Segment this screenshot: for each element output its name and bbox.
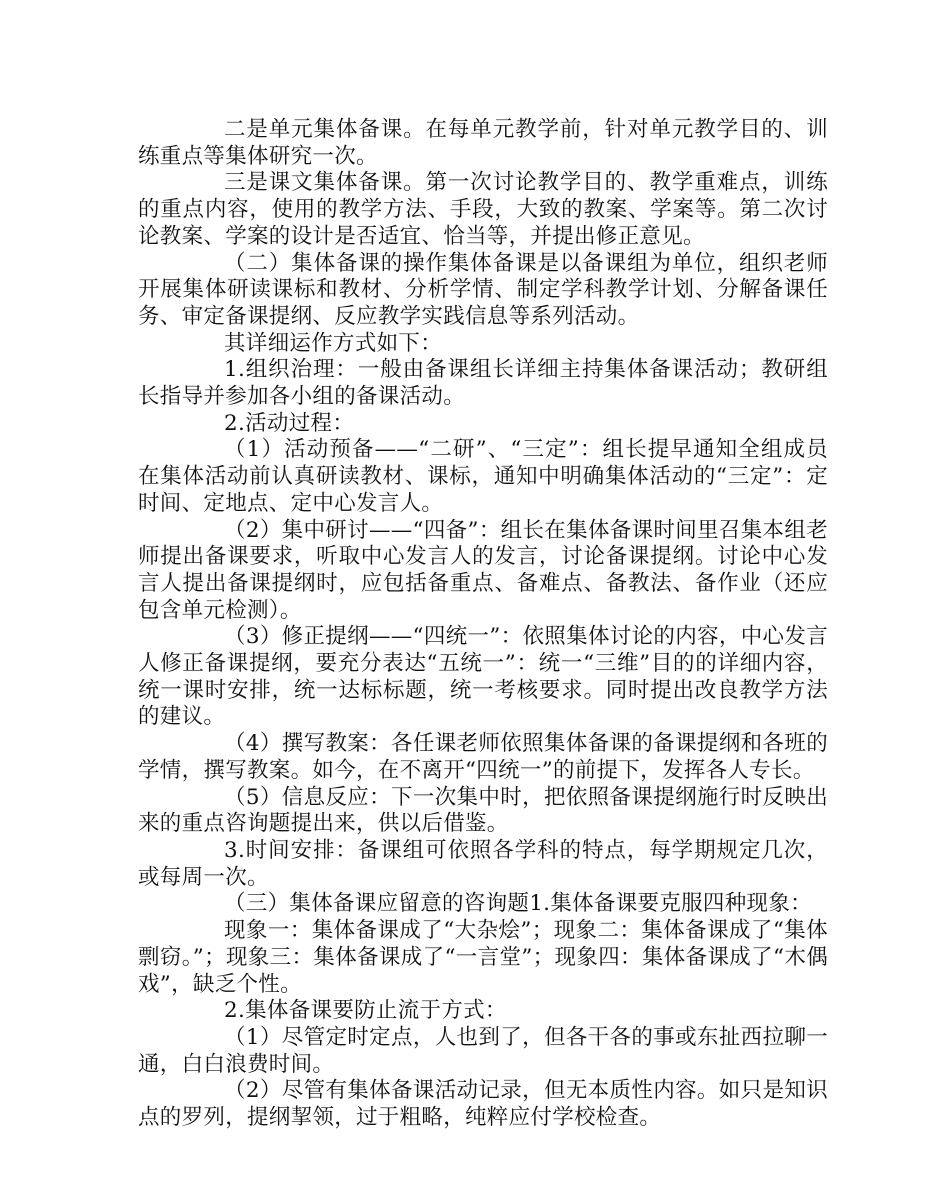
paragraph-process-heading: 2.活动过程：: [224, 410, 355, 436]
paragraph-step-1: （1）活动预备——“二研”、“三定”：组长提早通知全组成员在集体活动前认真研读教材、课标，通知中明确集体活动的“三定”：定时间、定地点、定中心发言人。: [138, 437, 828, 516]
paragraph-section-two-heading: （二）集体备课的操作集体备课是以备课组为单位，组织老师开展集体研读课标和教材、分析学情、制定学科教学计划、分解备课任务、审定备课提纲、反应教学实践信息等系列活动。: [138, 250, 828, 329]
paragraph-formalism-2: （2）尽管有集体备课活动记录，但无本质性内容。如只是知识点的罗列，提纲挈领，过于粗略，纯粹应付学校检查。: [138, 1078, 828, 1131]
document-body: [138, 117, 828, 1132]
paragraph-section-three-heading: （三）集体备课应留意的咨询题1.集体备课要克服四种现象：: [224, 891, 812, 917]
paragraph-organization: 1.组织治理：一般由备课组长详细主持集体备课活动；教研组长指导并参加各小组的备课活动。: [138, 357, 828, 410]
paragraph-unit-prep: 二是单元集体备课。在每单元教学前，针对单元教学目的、训练重点等集体研究一次。: [138, 117, 828, 169]
paragraph-avoid-formalism: 2.集体备课要防止流于方式：: [224, 998, 507, 1024]
paragraph-four-phenomena: 现象一：集体备课成了“大杂烩”；现象二：集体备课成了“集体剽窃。”；现象三：集体备课成了“一言堂”；现象四：集体备课成了“木偶戏”，缺乏个性。: [138, 918, 828, 997]
paragraph-step-2: （2）集中研讨——“四备”：组长在集体备课时间里召集本组老师提出备课要求，听取中心发言人的发言，讨论备课提纲。讨论中心发言人提出备课提纲时，应包括备重点、备难点、备教法、备作业（还应包含单元检测）。: [138, 517, 828, 623]
paragraph-operation-intro: 其详细运作方式如下：: [224, 330, 443, 356]
paragraph-formalism-1: （1）尽管定时定点，人也到了，但各干各的事或东扯西拉聊一通，白白浪费时间。: [138, 1024, 828, 1077]
paragraph-lesson-prep: 三是课文集体备课。第一次讨论教学目的、教学重难点，训练的重点内容，使用的教学方法、手段，大致的教案、学案等。第二次讨论教案、学案的设计是否适宜、恰当等，并提出修正意见。: [138, 170, 828, 249]
paragraph-step-4: （4）撰写教案：各任课老师依照集体备课的备课提纲和各班的学情，撰写教案。如今，在不离开“四统一”的前提下，发挥各人专长。: [138, 731, 828, 783]
paragraph-step-3: （3）修正提纲——“四统一”：依照集体讨论的内容，中心发言人修正备课提纲，要充分表达“五统一”：统一“三维”目的的详细内容，统一课时安排，统一达标标题，统一考核要求。同时提出改良教学方法的建议。: [138, 624, 828, 730]
paragraph-step-5: （5）信息反应：下一次集中时，把依照备课提纲施行时反映出来的重点咨询题提出来，供以后借鉴。: [138, 784, 828, 837]
paragraph-schedule: 3.时间安排：备课组可依照各学科的特点，每学期规定几次，或每周一次。: [138, 837, 828, 890]
